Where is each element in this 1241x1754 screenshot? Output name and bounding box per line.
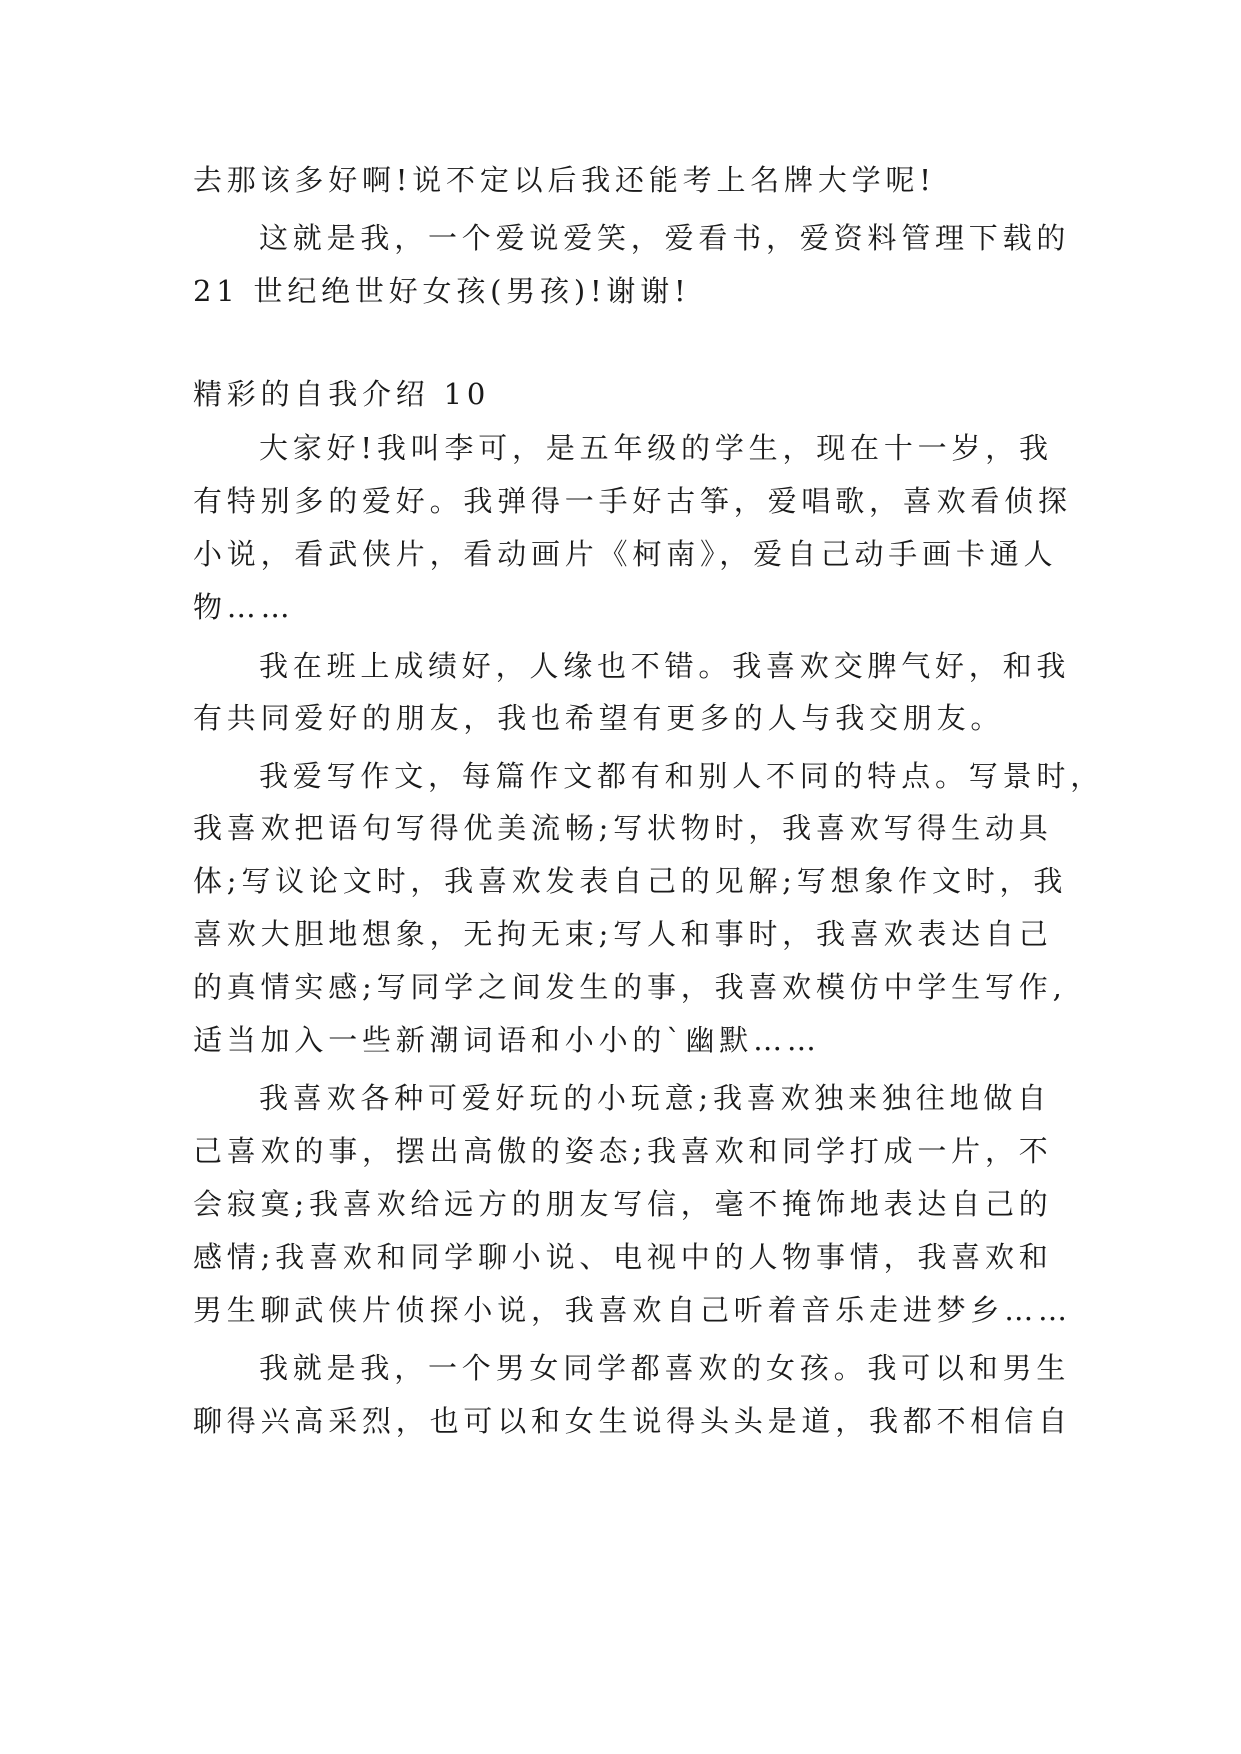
text-line: 物…… [193,590,295,624]
text-line: 体;写议论文时，我喜欢发表自己的见解;写想象作文时，我 [193,864,1068,898]
text-line: 会寂寞;我喜欢给远方的朋友写信，毫不掩饰地表达自己的 [193,1187,1053,1221]
text-line: 适当加入一些新潮词语和小小的`幽默…… [193,1023,821,1057]
text-line: 有共同爱好的朋友，我也希望有更多的人与我交朋友。 [193,701,1005,735]
text-line: 聊得兴高采烈，也可以和女生说得头头是道，我都不相信自 [193,1404,1072,1438]
paragraph-first-line: 我就是我，一个男女同学都喜欢的女孩。我可以和男生 [259,1351,1071,1385]
text-line: 感情;我喜欢和同学聊小说、电视中的人物事情，我喜欢和 [193,1240,1053,1274]
paragraph-first-line: 大家好!我叫李可，是五年级的学生，现在十一岁，我 [259,431,1053,465]
text-line: 21 世纪绝世好女孩(男孩)!谢谢! [193,274,691,308]
text-line: 去那该多好啊!说不定以后我还能考上名牌大学呢! [193,163,936,197]
text-line: 喜欢大胆地想象，无拘无束;写人和事时，我喜欢表达自己 [193,917,1053,951]
text-line: 小说，看武侠片，看动画片《柯南》，爱自己动手画卡通人 [193,537,1058,571]
text-line: 我喜欢把语句写得优美流畅;写状物时，我喜欢写得生动具 [193,811,1053,845]
section-heading: 精彩的自我介绍 10 [193,377,491,411]
text-line: 男生聊武侠片侦探小说，我喜欢自己听着音乐走进梦乡…… [193,1293,1072,1327]
paragraph-first-line: 这就是我，一个爱说爱笑，爱看书，爱资料管理下载的 [259,221,1071,255]
paragraph-first-line: 我在班上成绩好，人缘也不错。我喜欢交脾气好，和我 [259,649,1071,683]
paragraph-first-line: 我爱写作文，每篇作文都有和别人不同的特点。写景时， [259,759,1105,793]
paragraph-first-line: 我喜欢各种可爱好玩的小玩意;我喜欢独来独往地做自 [259,1081,1051,1115]
text-line: 己喜欢的事，摆出高傲的姿态;我喜欢和同学打成一片，不 [193,1134,1053,1168]
text-line: 的真情实感;写同学之间发生的事，我喜欢模仿中学生写作, [193,970,1067,1004]
text-line: 有特别多的爱好。我弹得一手好古筝，爱唱歌，喜欢看侦探 [193,484,1072,518]
